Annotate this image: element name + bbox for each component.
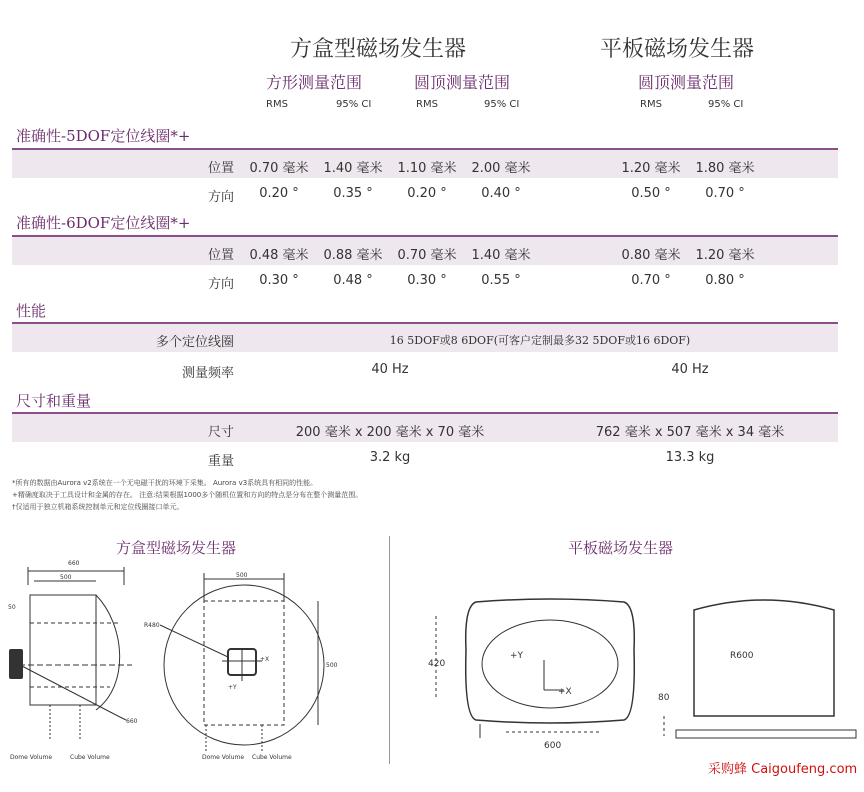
footnote: *所有的数据由Aurora v2系统在一个无电磁干扰的环境下采集。 Aurora v3系统具有相同的性能。: [12, 479, 318, 487]
volume-label: Cube Volume: [252, 754, 292, 761]
flat-generator-title: 平板磁场发生器: [600, 37, 755, 62]
dimension-label: 50: [8, 604, 16, 611]
value-cell: 0.30 °: [407, 273, 447, 288]
dimension-label: 660: [68, 560, 80, 567]
value-cell: 0.50 °: [631, 186, 671, 201]
diagram-divider: [389, 536, 390, 764]
watermark: 采购蜂 Caigoufeng.com: [708, 762, 858, 777]
radius-label: R600: [730, 651, 754, 661]
dimension-label: 80: [658, 693, 670, 703]
value-cell: 13.3 kg: [665, 450, 715, 465]
row-label: 重量: [207, 454, 234, 469]
value-cell: 0.48 毫米: [249, 248, 309, 263]
volume-label: Dome Volume: [202, 754, 245, 761]
axis-label: +Y: [510, 651, 524, 661]
value-cell: 40 Hz: [371, 362, 409, 377]
cube-range-header: 方形测量范围: [266, 73, 363, 92]
dimension-label: 500: [236, 572, 248, 579]
section-accuracy-5dof: 准确性-5DOF定位线圈*+: [16, 127, 191, 145]
footnote: +精确度取决于工具设计和金属的存在。 注意:结果根据1000多个随机位置和方向的特点是分布在整个测量范围。: [12, 491, 363, 499]
value-cell: 0.35 °: [333, 186, 373, 201]
rms-header: RMS: [640, 99, 662, 110]
value-cell: 2.00 毫米: [471, 161, 531, 176]
value-cell: 1.20 毫米: [695, 248, 755, 263]
value-cell: 1.40 毫米: [471, 248, 531, 263]
section-size-weight: 尺寸和重量: [16, 392, 92, 410]
ci-header: 95% CI: [708, 99, 744, 110]
rms-header: RMS: [266, 99, 288, 110]
dimension-label: 420: [428, 659, 446, 669]
value-cell: 0.40 °: [481, 186, 521, 201]
axis-label: +X: [260, 656, 270, 663]
volume-label: Dome Volume: [10, 754, 53, 761]
dimension-label: 660: [126, 718, 138, 725]
dimension-label: 500: [326, 662, 338, 669]
value-cell: 0.48 °: [333, 273, 373, 288]
box-generator-drawing: [0, 555, 385, 770]
footnote: †仅适用于独立机箱系统控制单元和定位线圈接口单元。: [12, 503, 184, 511]
box-generator-title: 方盒型磁场发生器: [290, 37, 467, 62]
flat-dome-range-header: 圆顶测量范围: [638, 73, 735, 92]
value-cell: 0.70 °: [705, 186, 745, 201]
rms-header: RMS: [416, 99, 438, 110]
value-cell: 0.80 毫米: [621, 248, 681, 263]
value-cell: 40 Hz: [671, 362, 709, 377]
section-accuracy-6dof: 准确性-6DOF定位线圈*+: [16, 214, 191, 232]
dimension-label: R480: [144, 622, 160, 629]
value-cell: 0.20 °: [407, 186, 447, 201]
row-label: 方向: [207, 277, 234, 292]
coil-count-value: 16 5DOF或8 6DOF(可客户定制最多32 5DOF或16 6DOF): [389, 334, 691, 347]
value-cell: 762 毫米 x 507 毫米 x 34 毫米: [595, 425, 785, 440]
volume-label: Cube Volume: [70, 754, 110, 761]
row-label: 方向: [207, 190, 234, 205]
flat-generator-drawing: [410, 580, 864, 760]
value-cell: 0.55 °: [481, 273, 521, 288]
dome-range-header: 圆顶测量范围: [414, 73, 511, 92]
value-cell: 0.30 °: [259, 273, 299, 288]
row-label: 多个定位线圈: [155, 335, 234, 350]
value-cell: 200 毫米 x 200 毫米 x 70 毫米: [295, 425, 485, 440]
row-label: 测量频率: [181, 366, 234, 381]
connector-icon: [9, 649, 23, 679]
value-cell: 0.70 °: [631, 273, 671, 288]
row-label: 位置: [207, 161, 234, 176]
value-cell: 1.40 毫米: [323, 161, 383, 176]
box-diagram-title: 方盒型磁场发生器: [116, 539, 237, 557]
section-performance: 性能: [16, 302, 47, 320]
flat-diagram-title: 平板磁场发生器: [568, 539, 674, 557]
value-cell: 0.70 毫米: [397, 248, 457, 263]
value-cell: 0.70 毫米: [249, 161, 309, 176]
value-cell: 3.2 kg: [369, 450, 411, 465]
axis-label: +X: [558, 687, 572, 697]
value-cell: 1.80 毫米: [695, 161, 755, 176]
dimension-label: 600: [544, 741, 562, 751]
axis-label: +Y: [228, 684, 237, 691]
value-cell: 0.88 毫米: [323, 248, 383, 263]
dimension-label: 500: [60, 574, 72, 581]
value-cell: 0.80 °: [705, 273, 745, 288]
value-cell: 1.10 毫米: [397, 161, 457, 176]
ci-header: 95% CI: [484, 99, 520, 110]
row-label: 位置: [207, 248, 234, 263]
value-cell: 1.20 毫米: [621, 161, 681, 176]
ci-header: 95% CI: [336, 99, 372, 110]
value-cell: 0.20 °: [259, 186, 299, 201]
row-label: 尺寸: [207, 425, 234, 440]
